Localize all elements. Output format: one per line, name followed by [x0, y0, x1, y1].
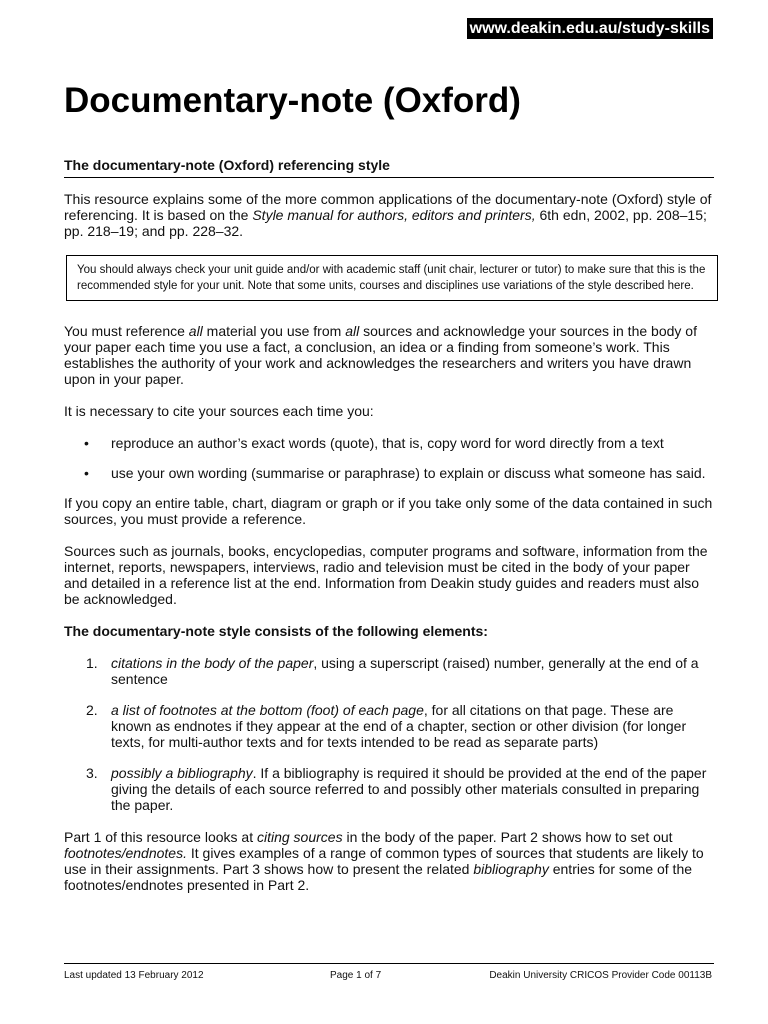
footer-page-number: Page 1 of 7 — [330, 970, 382, 981]
list-item: • use your own wording (summarise or paraphrase) to explain or discuss what someone has said. — [84, 465, 706, 481]
parts-overview-paragraph: Part 1 of this resource looks at citing sources in the body of the paper. Part 2 shows how to set out footnotes/endnotes. It gives examples of a range of common types of sources that students are likely to use in their assignments. Part 3 shows how to present the related bibliography entries for some of the footnotes/endnotes presented in Part 2. — [64, 829, 704, 893]
cite-bullet-list — [64, 435, 714, 481]
list-item: 3. possibly a bibliography. If a bibliography is required it should be provided at the end of the paper giving the details of each source referred to and possibly other materials consulted in preparing the paper. — [86, 765, 707, 813]
cite-sources-paragraph: It is necessary to cite your sources each time you: — [64, 403, 374, 419]
intro-paragraph: This resource explains some of the more common applications of the documentary-note (Oxford) style of referencing. It is based on the Style manual for authors, editors and printers, 6th edn, 2002, pp. 208–15; pp. 218–19; and pp. 228–32. — [64, 191, 712, 239]
bullet-icon: • — [84, 435, 89, 451]
document-title: Documentary-note (Oxford) — [64, 81, 521, 120]
footer-provider-code: Deakin University CRICOS Provider Code 00113B — [489, 970, 712, 981]
sources-paragraph: Sources such as journals, books, encyclopedias, computer programs and software, information from the internet, reports, newspapers, interviews, radio and television must be cited in the body of your paper and detailed in a reference list at the end. Information from Deakin study guides and readers must also be acknowledged. — [64, 543, 708, 607]
list-item: 2. a list of footnotes at the bottom (foot) of each page, for all citations on that page. These are known as endnotes if they appear at the end of a chapter, section or other division (for longer texts, for multi-author texts and for texts intended to be read as separate parts) — [86, 702, 687, 750]
list-item: 1. citations in the body of the paper, using a superscript (raised) number, generally at the end of a sentence — [86, 655, 699, 687]
footer-divider — [64, 963, 714, 964]
table-chart-paragraph: If you copy an entire table, chart, diagram or graph or if you take only some of the data contained in such sources, you must provide a reference. — [64, 495, 713, 527]
bullet-icon: • — [84, 465, 89, 481]
header-url-link[interactable]: www.deakin.edu.au/study-skills — [467, 18, 713, 39]
elements-heading: The documentary-note style consists of the following elements: — [64, 623, 488, 639]
reference-all-paragraph: You must reference all material you use from all sources and acknowledge your sources in the body of your paper each time you use a fact, a conclusion, an idea or a finding from someone’s work. This establishes the authority of your work and acknowledges the researchers and writers you have drawn upon in your paper. — [64, 323, 697, 387]
elements-numbered-list — [64, 655, 714, 813]
section-heading: The documentary-note (Oxford) referencing style — [64, 157, 714, 178]
document-body — [64, 191, 714, 909]
list-item: • reproduce an author’s exact words (quote), that is, copy word for word directly from a text — [84, 435, 664, 451]
advice-note-box: You should always check your unit guide and/or with academic staff (unit chair, lecturer or tutor) to make sure that this is the recommended style for your unit. Note that some units, courses and disciplines use variations of the style described here. — [66, 255, 718, 301]
footer-last-updated: Last updated 13 February 2012 — [64, 970, 204, 981]
